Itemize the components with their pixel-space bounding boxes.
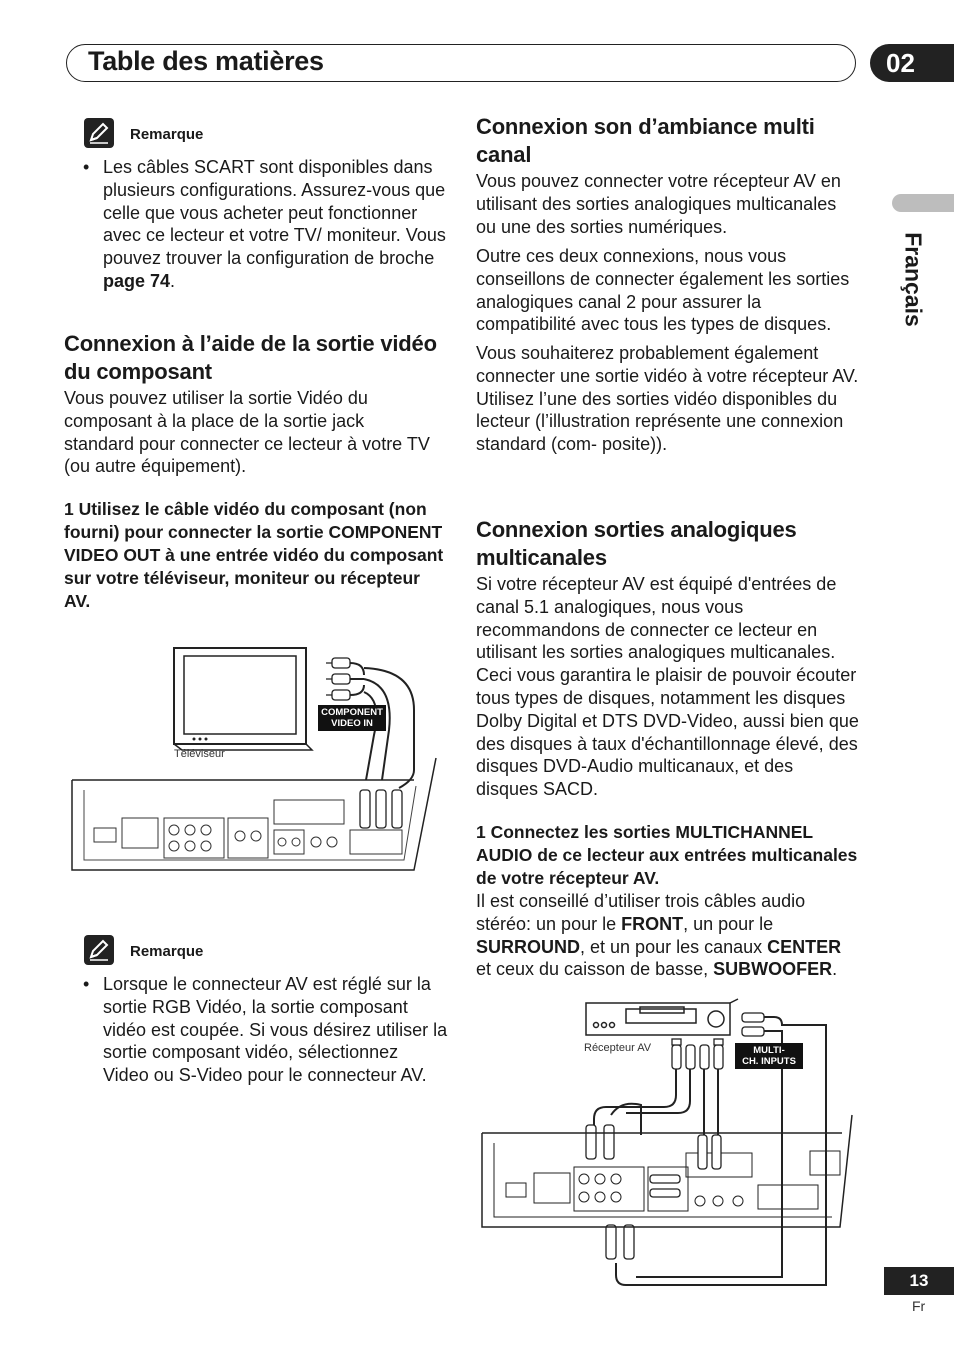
- player-back-panel-2: [482, 1115, 852, 1227]
- section3-body: Si votre récepteur AV est équipé d'entrées de canal 5.1 analogiques, nous vous recommandons de connecter ce lecteur en utilisant les sorties analogiques multicanales. Ceci vous garantira le plaisir de pouvoir écouter tous types de disques, notamment les disques Dolby Digital et DTS DVD-Video, aussi bien que des disques à taux d'échantillonnage élevé, des disques DVD-Audio multicanaux, et des disques SACD.: [476, 574, 859, 800]
- language-code: Fr: [912, 1298, 926, 1314]
- component-diagram: [64, 640, 444, 890]
- note-text: • Les câbles SCART sont disponibles dans plusieurs configurations. Assurez-vous que celle que vous acheter peut fonctionner avec ce lecteur et votre TV/ moniteur. Vous pouvez trouver la configuration de broche page 74.: [83, 157, 446, 291]
- section-heading-multichannel: Connexion son d’ambiance multi canal: [476, 114, 815, 167]
- section-heading-component: Connexion à l’aide de la sortie vidéo du composant: [64, 331, 437, 384]
- step-1-detail: Il est conseillé d’utiliser trois câbles audio stéréo: un pour le FRONT, un pour le SURROUND, et un pour les canaux CENTER et ceux du caisson de basse, SUBWOOFER.: [476, 891, 842, 980]
- tv-caption: Téléviseur: [174, 748, 225, 760]
- language-tab: [892, 194, 954, 212]
- note-icon-2: [84, 935, 114, 965]
- language-label: Français: [900, 232, 927, 327]
- chapter-number: 02: [870, 44, 954, 82]
- multichannel-diagram: [476, 995, 860, 1295]
- section-body-component: Vous pouvez utiliser la sortie Vidéo du composant à la place de la sortie jack standard pour connecter ce lecteur à votre TV (ou autre équipement).: [64, 388, 430, 477]
- tv-plugs: [326, 658, 350, 700]
- section2-para1: Vous pouvez connecter votre récepteur AV en utilisant des sorties analogiques multicanales ou une des sorties numériques.: [476, 171, 841, 237]
- multi-ch-inputs-tag: MULTI- CH. INPUTS: [735, 1043, 803, 1069]
- section2-para2: Outre ces deux connexions, nous vous conseillons de connecter également les sorties analogiques canal 2 pour assurer la compatibilité avec tous les types de disques.: [476, 246, 850, 335]
- note-label: Remarque: [130, 126, 204, 143]
- receiver-caption: Récepteur AV: [584, 1042, 652, 1054]
- player-plugs: [360, 790, 402, 828]
- av-receiver-illustration: [586, 999, 738, 1035]
- component-video-in-tag: COMPONENT VIDEO IN: [318, 705, 386, 731]
- page-title: Table des matières: [88, 46, 324, 76]
- section-heading-analog: Connexion sorties analogiques multicanales: [476, 517, 797, 570]
- page-number: 13: [884, 1267, 954, 1295]
- section2-para3: Vous souhaiterez probablement également connecter une sortie vidéo à votre récepteur AV. Utilisez l’une des sorties vidéo disponibles du lecteur (l’illustration représente une connexion standard (com- posite)).: [476, 343, 859, 455]
- step-1-multichannel: 1 Connectez les sorties MULTICHANNEL AUDIO de ce lecteur aux entrées multicanales de votre récepteur AV.: [476, 822, 858, 888]
- tv-illustration: [174, 648, 312, 750]
- note-label-2: Remarque: [130, 943, 204, 960]
- step-1-component: 1 Utilisez le câble vidéo du composant (non fourni) pour connecter la sortie COMPONENT VIDEO OUT à une entrée vidéo du composant sur votre téléviseur, moniteur ou récepteur AV.: [64, 499, 444, 611]
- note-icon: [84, 118, 114, 148]
- note-text-2: • Lorsque le connecteur AV est réglé sur la sortie RGB Vidéo, la sortie composant vidéo est coupée. Si vous désirez utiliser la sortie composant vidéo, sélectionnez Video ou S-Video pour le connecteur AV.: [83, 974, 448, 1086]
